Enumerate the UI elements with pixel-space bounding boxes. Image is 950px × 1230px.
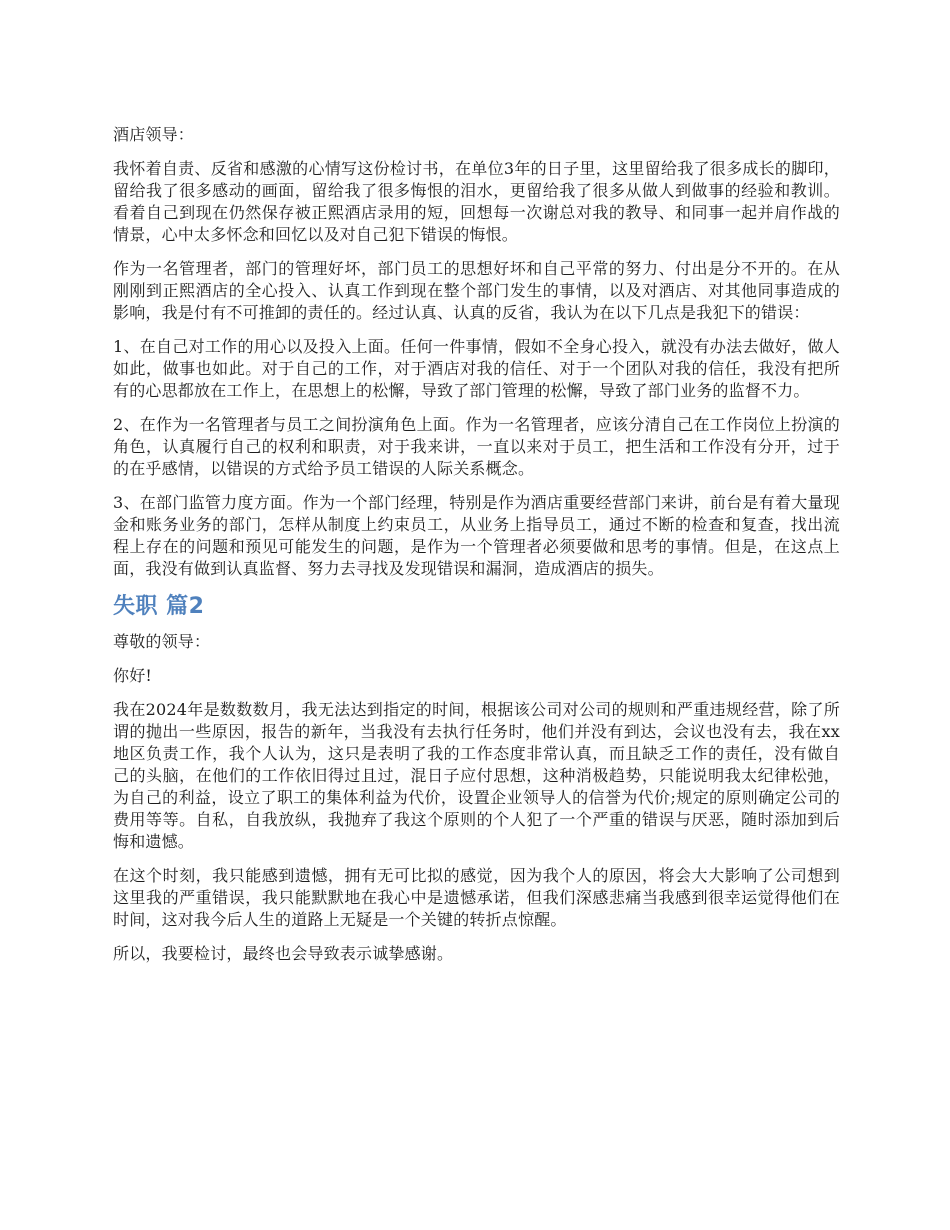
paragraph-body-1: 我在2024年是数数数月，我无法达到指定的时间，根据该公司对公司的规则和严重违规经营，除了所谓的抛出一些原因，报告的新年，当我没有去执行任务时，他们并没有到达，会议也没有去，我在xx地区负责工作，我个人认为，这只是表明了我的工作态度非常认真，而且缺乏工作的责任，没有做自己的头脑，在他们的工作依旧得过且过，混日子应付思想，这种消极趋势，只能说明我太纪律松弛，为自己的利益，设立了职工的集体利益为代价，设置企业领导人的信誉为代价;规定的原则确定公司的费用等等。自私，自我放纵，我抛弃了我这个原则的个人犯了一个严重的错误与厌恶，随时添加到后悔和遗憾。 xyxy=(113,700,840,851)
salutation: 酒店领导： xyxy=(113,125,195,144)
paragraph-point-3: 3、在部门监管力度方面。作为一个部门经理，特别是作为酒店重要经营部门来讲，前台是有着大量现金和账务业务的部门，怎样从制度上约束员工，从业务上指导员工，通过不断的检查和复查，找出流程上存在的问题和预见可能发生的问题，是作为一个管理者必须要做和思考的事情。但是，在这点上面，我没有做到认真监督、努力去寻找及发现错误和漏洞，造成酒店的损失。 xyxy=(113,493,840,578)
section-heading: 失职 篇2 xyxy=(113,594,205,619)
paragraph-reflection: 作为一名管理者，部门的管理好坏，部门员工的思想好坏和自己平常的努力、付出是分不开的。在从刚刚到正熙酒店的全心投入、认真工作到现在整个部门发生的事情，以及对酒店、对其他同事造成的影响，我是付有不可推卸的责任的。经过认真、认真的反省，我认为在以下几点是我犯下的错误： xyxy=(113,259,840,322)
document-page xyxy=(113,124,840,977)
paragraph-point-2: 2、在作为一名管理者与员工之间扮演角色上面。作为一名管理者，应该分清自己在工作岗位上扮演的角色，认真履行自己的权利和职责，对于我来讲，一直以来对于员工，把生活和工作没有分开，过于的在乎感情，以错误的方式给予员工错误的人际关系概念。 xyxy=(113,415,840,478)
salutation-2: 尊敬的领导： xyxy=(113,632,211,651)
paragraph-body-2: 在这个时刻，我只能感到遗憾，拥有无可比拟的感觉，因为我个人的原因，将会大大影响了公司想到这里我的严重错误，我只能默默地在我心中是遗憾承诺，但我们深感悲痛当我感到很幸运觉得他们在时间，这对我今后人生的道路上无疑是一个关键的转折点惊醒。 xyxy=(113,866,840,929)
paragraph-closing: 所以，我要检讨，最终也会导致表示诚挚感谢。 xyxy=(113,944,454,963)
paragraph-intro: 我怀着自责、反省和感激的心情写这份检讨书，在单位3年的日子里，这里留给我了很多成长的脚印，留给我了很多感动的画面，留给我了很多悔恨的泪水，更留给我了很多从做人到做事的经验和教训。看着自己到现在仍然保存被正熙酒店录用的短，回想每一次谢总对我的教导、和同事一起并肩作战的情景，心中太多怀念和回忆以及对自己犯下错误的悔恨。 xyxy=(113,159,840,244)
paragraph-point-1: 1、在自己对工作的用心以及投入上面。任何一件事情，假如不全身心投入，就没有办法去做好，做人如此，做事也如此。对于自己的工作，对于酒店对我的信任、对于一个团队对我的信任，我没有把所有的心思都放在工作上，在思想上的松懈，导致了部门管理的松懈，导致了部门业务的监督不力。 xyxy=(113,337,840,400)
greeting: 你好! xyxy=(113,666,153,685)
